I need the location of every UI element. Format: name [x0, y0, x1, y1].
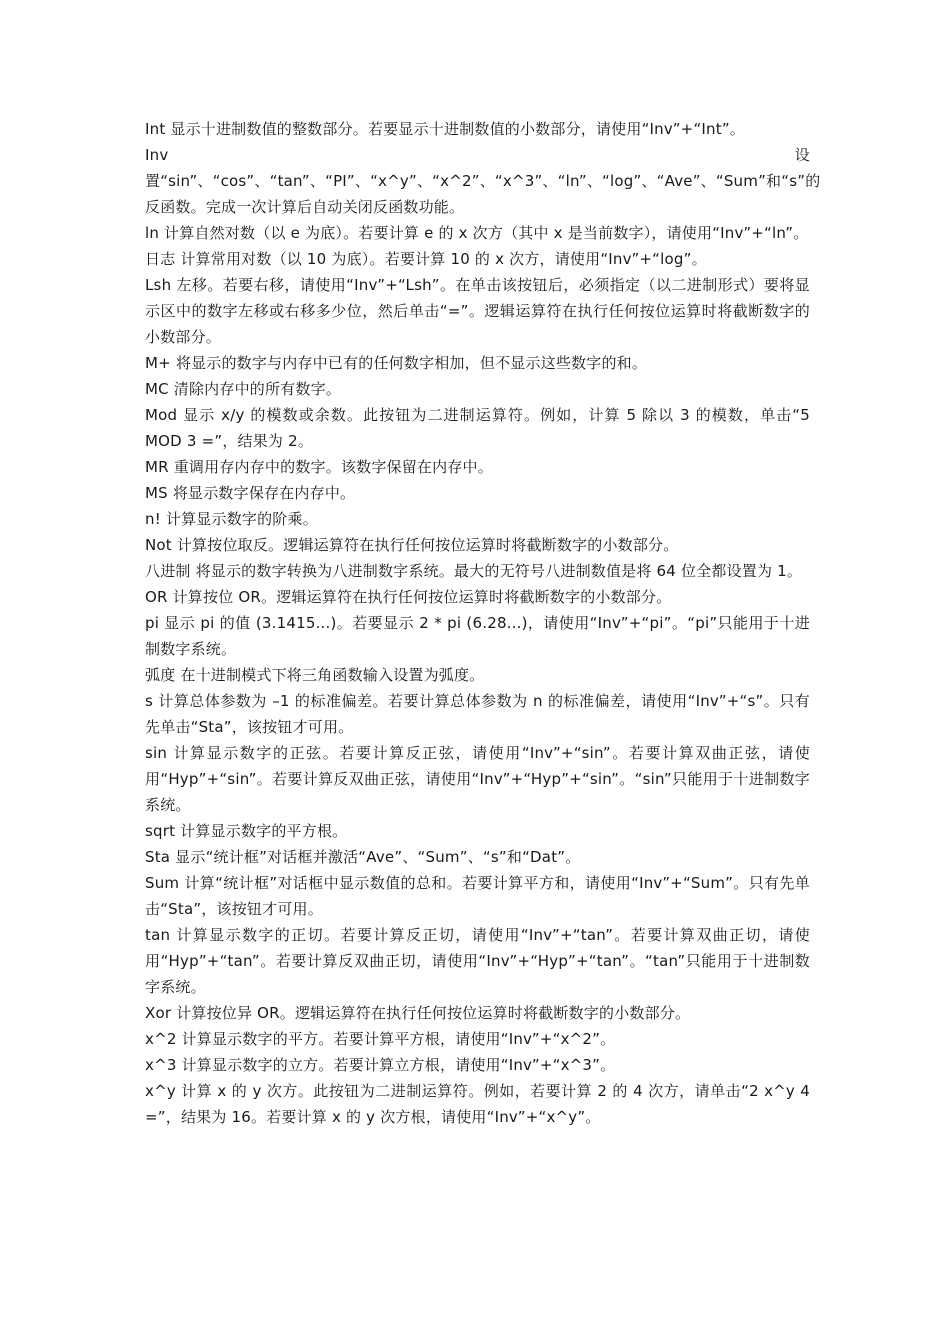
- entry-ln: ln 计算自然对数（以 e 为底）。若要计算 e 的 x 次方（其中 x 是当前数字），请使用“Inv”+“ln”。: [145, 224, 809, 242]
- entry-inv: Inv 设置“sin”、“cos”、“tan”、“PI”、“x^y”、“x^2”、“x^3”、“ln”、“log”、“Ave”、“Sum”和“s”的反函数。完成一次计算后自动关闭反函数功能。: [145, 146, 821, 216]
- entry-or: OR 计算按位 OR。逻辑运算符在执行任何按位运算时将截断数字的小数部分。: [145, 588, 672, 606]
- document-body: [145, 116, 821, 1130]
- entry-x-pow-y: x^y 计算 x 的 y 次方。此按钮为二进制运算符。例如，若要计算 2 的 4 次方，请单击“2 x^y 4 =”，结果为 16。若要计算 x 的 y 次方根，请使用“Inv”+“x^y”。: [145, 1082, 810, 1126]
- entry-pi: pi 显示 pi 的值 (3.1415...)。若要显示 2 * pi (6.28...)，请使用“Inv”+“pi”。“pi”只能用于十进制数字系统。: [145, 614, 810, 658]
- entry-sta: Sta 显示“统计框”对话框并激活“Ave”、“Sum”、“s”和“Dat”。: [145, 848, 581, 866]
- entry-x-squared: x^2 计算显示数字的平方。若要计算平方根，请使用“Inv”+“x^2”。: [145, 1030, 616, 1048]
- entry-sin: sin 计算显示数字的正弦。若要计算反正弦，请使用“Inv”+“sin”。若要计算双曲正弦，请使用“Hyp”+“sin”。若要计算反双曲正弦，请使用“Inv”+“Hyp”+“sin”。“sin”只能用于十进制数字系统。: [145, 744, 810, 814]
- entry-factorial: n! 计算显示数字的阶乘。: [145, 510, 318, 528]
- entry-octal: 八进制 将显示的数字转换为八进制数字系统。最大的无符号八进制数值是将 64 位全都设置为 1。: [145, 562, 803, 580]
- entry-ms: MS 将显示数字保存在内存中。: [145, 484, 356, 502]
- entry-xor: Xor 计算按位异 OR。逻辑运算符在执行任何按位运算时将截断数字的小数部分。: [145, 1004, 691, 1022]
- entry-lsh: Lsh 左移。若要右移，请使用“Inv”+“Lsh”。在单击该按钮后，必须指定（以二进制形式）要将显示区中的数字左移或右移多少位，然后单击“=”。逻辑运算符在执行任何按位运算时将截断数字的小数部分。: [145, 276, 810, 346]
- entry-mod: Mod 显示 x/y 的模数或余数。此按钮为二进制运算符。例如，计算 5 除以 3 的模数，单击“5 MOD 3 =”，结果为 2。: [145, 406, 810, 450]
- entry-s: s 计算总体参数为 –1 的标准偏差。若要计算总体参数为 n 的标准偏差，请使用“Inv”+“s”。只有先单击“Sta”，该按钮才可用。: [145, 692, 810, 736]
- entry-mc: MC 清除内存中的所有数字。: [145, 380, 341, 398]
- entry-radian: 弧度 在十进制模式下将三角函数输入设置为弧度。: [145, 666, 485, 684]
- entry-not: Not 计算按位取反。逻辑运算符在执行任何按位运算时将截断数字的小数部分。: [145, 536, 679, 554]
- entry-x-cubed: x^3 计算显示数字的立方。若要计算立方根，请使用“Inv”+“x^3”。: [145, 1056, 616, 1074]
- entry-sqrt: sqrt 计算显示数字的平方根。: [145, 822, 348, 840]
- entry-log: 日志 计算常用对数（以 10 为底）。若要计算 10 的 x 次方，请使用“Inv”+“log”。: [145, 250, 707, 268]
- entry-mr: MR 重调用存内存中的数字。该数字保留在内存中。: [145, 458, 493, 476]
- entry-sum: Sum 计算“统计框”对话框中显示数值的总和。若要计算平方和，请使用“Inv”+“Sum”。只有先单击“Sta”，该按钮才可用。: [145, 874, 810, 918]
- entry-m-plus: M+ 将显示的数字与内存中已有的任何数字相加，但不显示这些数字的和。: [145, 354, 648, 372]
- entry-tan: tan 计算显示数字的正切。若要计算反正切，请使用“Inv”+“tan”。若要计算双曲正切，请使用“Hyp”+“tan”。若要计算反双曲正切，请使用“Inv”+“Hyp”+“tan”。“tan”只能用于十进制数字系统。: [145, 926, 810, 996]
- entry-int: Int 显示十进制数值的整数部分。若要显示十进制数值的小数部分，请使用“Inv”+“Int”。: [145, 120, 745, 138]
